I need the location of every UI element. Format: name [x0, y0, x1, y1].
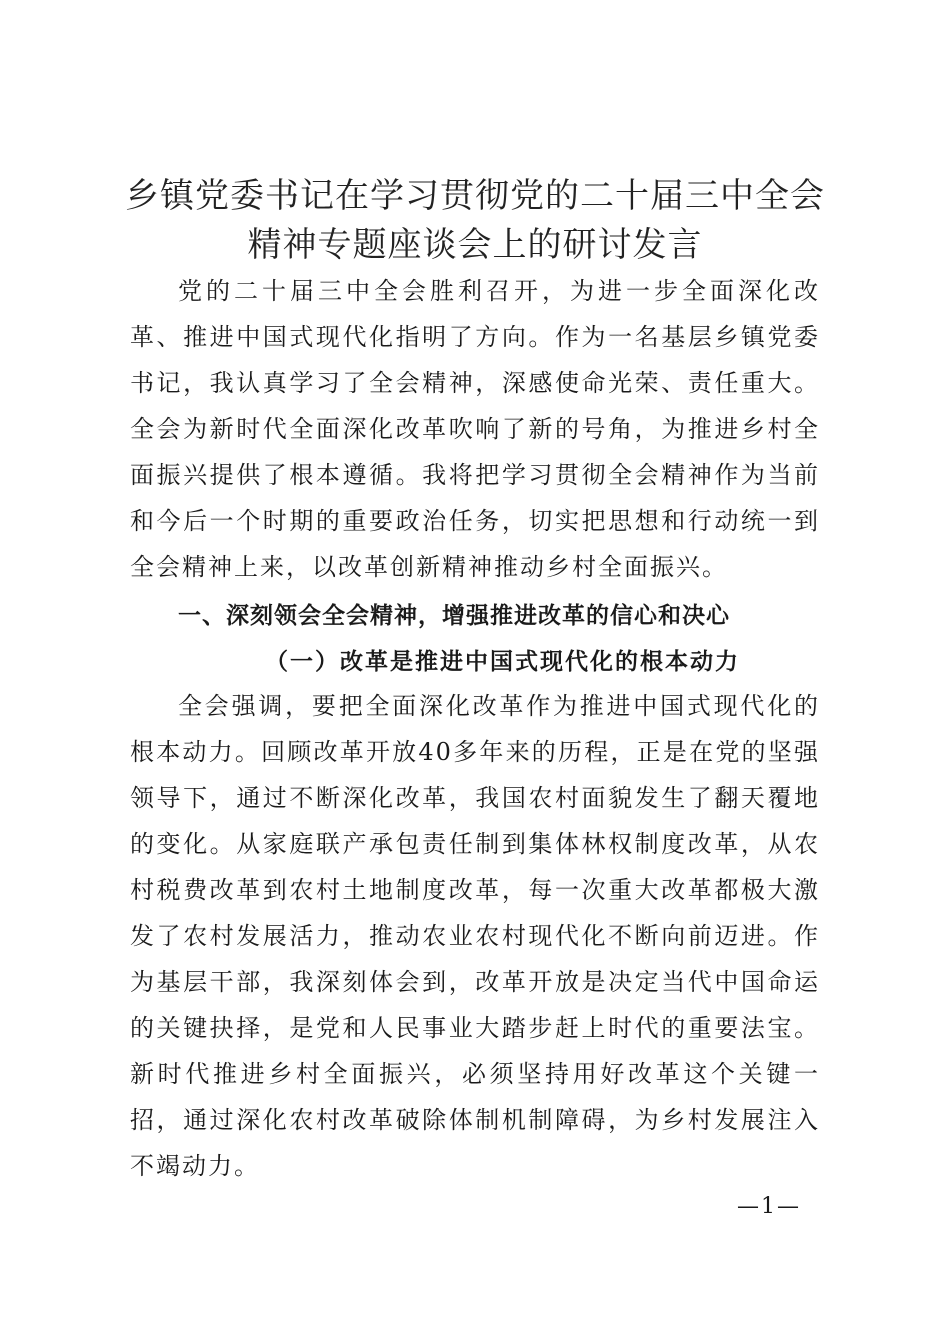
body-paragraph: 全会强调，要把全面深化改革作为推进中国式现代化的根本动力。回顾改革开放40多年来的历程，正是在党的坚强领导下，通过不断深化改革，我国农村面貌发生了翻天覆地的变化。从家庭联产承包责任制到集体林权制度改革，从农村税费改革到农村土地制度改革，每一次重大改革都极大激发了农村发展活力，推动农业农村现代化不断向前迈进。作为基层干部，我深刻体会到，改革开放是决定当代中国命运的关键抉择，是党和人民事业大踏步赶上时代的重要法宝。新时代推进乡村全面振兴，必须坚持用好改革这个关键一招，通过深化农村改革破除体制机制障碍，为乡村发展注入不竭动力。 — [130, 692, 820, 1180]
subsection-heading: （一）改革是推进中国式现代化的根本动力 — [265, 648, 740, 675]
page-number: —1— — [737, 1194, 801, 1219]
document-title-line-1: 乡镇党委书记在学习贯彻党的二十届三中全会 — [125, 176, 825, 216]
document-title-line-2: 精神专题座谈会上的研讨发言 — [247, 225, 703, 265]
section-heading: 一、深刻领会全会精神，增强推进改革的信心和决心 — [178, 603, 730, 629]
intro-paragraph: 党的二十届三中全会胜利召开，为进一步全面深化改革、推进中国式现代化指明了方向。作为一名基层乡镇党委书记，我认真学习了全会精神，深感使命光荣、责任重大。全会为新时代全面深化改革吹响了新的号角，为推进乡村全面振兴提供了根本遵循。我将把学习贯彻全会精神作为当前和今后一个时期的重要政治任务，切实把思想和行动统一到全会精神上来，以改革创新精神推动乡村全面振兴。 — [130, 277, 820, 581]
